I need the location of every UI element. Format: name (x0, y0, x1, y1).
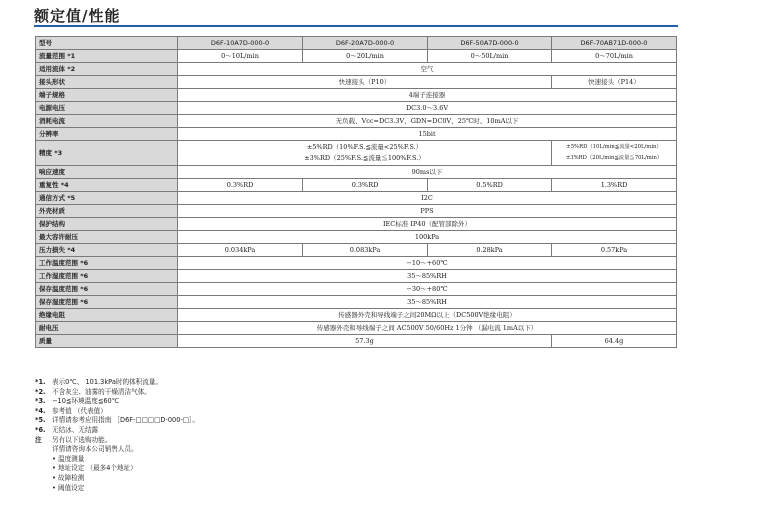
row-label: 端子规格 (36, 89, 178, 102)
row-label: 保存湿度范围 *6 (36, 296, 178, 309)
value-cell: 传感器外壳和导线端子之间20MΩ以上（DC500V绝缘电阻） (178, 309, 677, 322)
value-line: ±5%RD（10%F.S.≦流量<25%F.S.） (306, 143, 423, 151)
value-cell: 0.034kPa (178, 244, 303, 257)
value-cell: 64.4g (552, 335, 677, 348)
row-label: 质量 (36, 335, 178, 348)
row-label: 重复性 *4 (36, 179, 178, 192)
row-label: 适用流体 *2 (36, 63, 178, 76)
row-label: 流量范围 *1 (36, 50, 178, 63)
footnote-text: 无结冰、无结露 (52, 425, 99, 434)
footnote-mark: *5. (35, 416, 46, 425)
value-cell: IEC标准 IP40（配管部除外） (178, 218, 677, 231)
row-label: 最大容许耐压 (36, 231, 178, 244)
table-row (36, 218, 677, 231)
value-cell: −10～+60℃ (178, 257, 677, 270)
value-cell: 0.3%RD (303, 179, 428, 192)
row-label: 外壳材质 (36, 205, 178, 218)
value-line: ±3%RD（25%F.S.≦流量≦100%F.S.） (304, 154, 425, 162)
value-cell: 15bit (178, 128, 677, 141)
value-cell: 0.3%RD (178, 179, 303, 192)
value-cell: 0.28kPa (428, 244, 552, 257)
model-header: D6F-10A7D-000-0 (178, 37, 303, 50)
table-row (36, 63, 677, 76)
footnote (35, 407, 675, 417)
footnote-mark: 注 (35, 435, 42, 444)
option-label: 阈值设定 (58, 483, 85, 492)
value-line: ±3%RD（20L/min≦流量≦70L/min） (565, 155, 663, 161)
footnote-mark: *2. (35, 387, 46, 396)
option-label: 故障检测 (58, 473, 85, 482)
footnote (35, 397, 675, 407)
option-label: 地址设定 （最多4个地址） (58, 464, 137, 473)
footnote (35, 436, 675, 446)
table-row (36, 335, 677, 348)
row-label: 保存温度范围 *6 (36, 283, 178, 296)
option-item (35, 484, 675, 494)
footnote-text: 不含灰尘、油雾的干燥清洁气体。 (52, 387, 151, 396)
option-label: 温度测量 (58, 454, 85, 463)
value-cell: 35～85%RH (178, 296, 677, 309)
row-label: 分辨率 (36, 128, 178, 141)
value-cell: 0～70L/min (552, 50, 677, 63)
table-row (36, 128, 677, 141)
row-label: 响应速度 (36, 166, 178, 179)
value-cell: 快速接头（P10） (178, 76, 552, 89)
footnote-mark: *6. (35, 425, 46, 434)
table-row (36, 231, 677, 244)
footnote-mark: *1. (35, 378, 46, 386)
table-row (36, 115, 677, 128)
value-cell: 100kPa (178, 231, 677, 244)
footnote-text: 参考值 （代表值） (52, 406, 107, 415)
model-header: D6F-20A7D-000-0 (303, 37, 428, 50)
table-row (36, 89, 677, 102)
footnote (35, 426, 675, 436)
value-cell: −30～+80℃ (178, 283, 677, 296)
model-header: D6F-70AB71D-000-0 (552, 37, 677, 50)
footnote (35, 388, 675, 398)
table-row (36, 102, 677, 115)
spec-table-body (36, 37, 677, 348)
value-cell: 0.57kPa (552, 244, 677, 257)
bullet-icon: • (52, 454, 58, 463)
row-label: 耐电压 (36, 322, 178, 335)
table-row (36, 244, 677, 257)
table-row (36, 296, 677, 309)
table-row (36, 270, 677, 283)
value-cell: 1.3%RD (552, 179, 677, 192)
footnote (35, 416, 675, 426)
value-cell (178, 141, 552, 166)
contact-note: 详情请咨询本公司销售人员。 (52, 445, 138, 454)
value-cell: 4端子连接器 (178, 89, 677, 102)
value-line: ±5%RD（10L/min≦流量<20L/min） (566, 144, 662, 150)
table-row (36, 179, 677, 192)
value-cell: 57.3g (178, 335, 552, 348)
spec-table (35, 36, 677, 348)
footnote-text: −10≦环境温度≦60℃ (52, 397, 120, 406)
bullet-icon: • (52, 483, 58, 492)
value-cell: 0～10L/min (178, 50, 303, 63)
value-cell: 0～20L/min (303, 50, 428, 63)
page-title: 额定值/性能 (34, 7, 121, 25)
value-cell: 0～50L/min (428, 50, 552, 63)
bullet-icon: • (52, 464, 58, 473)
footnote-text: 另有以下选购功能。 (52, 435, 112, 444)
row-label: 消耗电流 (36, 115, 178, 128)
table-row (36, 141, 677, 166)
row-label: 工作温度范围 *6 (36, 257, 178, 270)
row-label: 压力损失 *4 (36, 244, 178, 257)
option-item (35, 455, 675, 465)
table-header-row (36, 37, 677, 50)
model-header: D6F-50A7D-000-0 (428, 37, 552, 50)
footnote (35, 378, 675, 388)
table-row (36, 166, 677, 179)
value-cell: PPS (178, 205, 677, 218)
row-label: 精度 *3 (36, 141, 178, 166)
footnote-mark: *4. (35, 406, 46, 415)
value-cell: 传感器外壳和导线端子之间 AC500V 50/60Hz 1分钟 （漏电流 1mA以下） (178, 322, 677, 335)
footnote-text: 表示0℃、 101.3kPa时的体积流量。 (52, 378, 163, 386)
value-cell: DC3.0～3.6V (178, 102, 677, 115)
bullet-icon: • (52, 473, 58, 482)
value-cell: 0.5%RD (428, 179, 552, 192)
table-row (36, 283, 677, 296)
option-item (35, 474, 675, 484)
value-cell: 90ms以下 (178, 166, 677, 179)
value-cell: 空气 (178, 63, 677, 76)
value-cell (552, 141, 677, 166)
table-row (36, 309, 677, 322)
row-label: 电源电压 (36, 102, 178, 115)
footnote-text: 详情请参考应用指南 ［D6F-□□□□D-000-□］。 (52, 416, 199, 425)
value-cell: 35～85%RH (178, 270, 677, 283)
table-row (36, 205, 677, 218)
value-cell: 0.083kPa (303, 244, 428, 257)
row-label: 接头形状 (36, 76, 178, 89)
table-row (36, 192, 677, 205)
table-row (36, 76, 677, 89)
footnote-mark: *3. (35, 397, 46, 406)
footnotes (35, 378, 675, 493)
table-row (36, 257, 677, 270)
value-cell: 快速接头（P14） (552, 76, 677, 89)
row-label: 绝缘电阻 (36, 309, 178, 322)
row-label: 型号 (36, 37, 178, 50)
value-cell: I2C (178, 192, 677, 205)
row-label: 工作湿度范围 *6 (36, 270, 178, 283)
row-label: 保护结构 (36, 218, 178, 231)
option-item (35, 464, 675, 474)
title-underline (34, 25, 678, 27)
table-row (36, 322, 677, 335)
row-label: 通信方式 *5 (36, 192, 178, 205)
table-row (36, 50, 677, 63)
value-cell: 无负载、Vcc=DC3.3V、GDN=DC0V、25℃时、10mA以下 (178, 115, 677, 128)
